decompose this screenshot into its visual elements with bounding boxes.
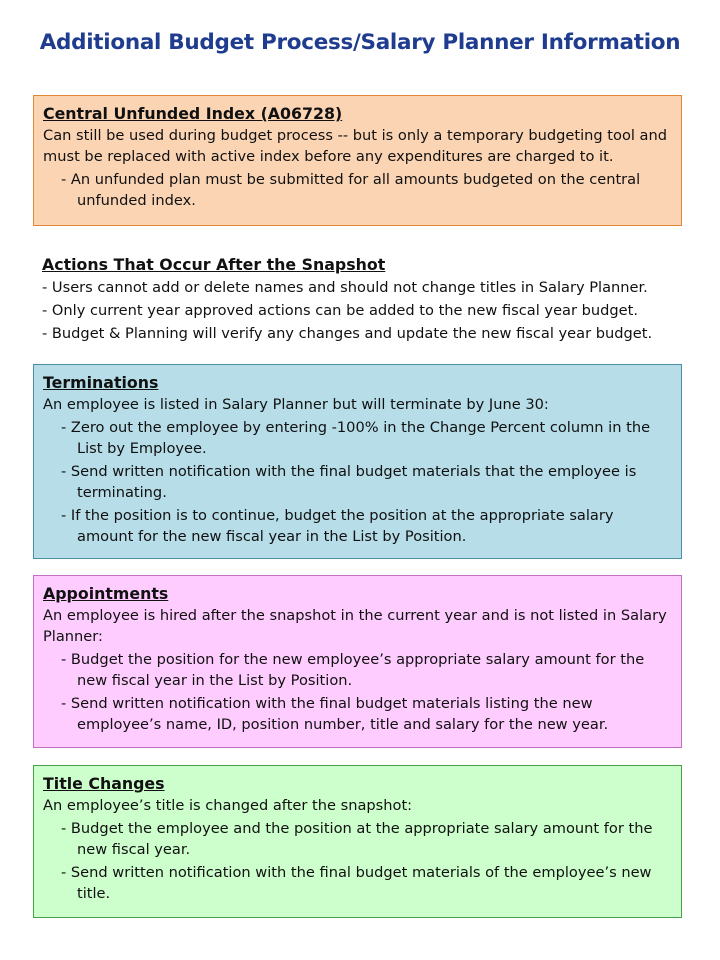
snapshot-action-item: - Only current year approved actions can be added to the new fiscal year budget. (42, 302, 639, 319)
terminations-bullet: - Zero out the employee by entering -100% in the Change Percent column in the List by Employee. (61, 419, 651, 457)
title-changes-intro: An employee’s title is changed after the snapshot: (43, 797, 413, 814)
title-changes-heading: Title Changes (43, 774, 165, 793)
unfunded-index-heading: Central Unfunded Index (A06728) (43, 104, 343, 123)
terminations-intro: An employee is listed in Salary Planner but will terminate by June 30: (43, 396, 549, 413)
appointments-intro: An employee is hired after the snapshot in the current year and is not listed in Salary Planner: (43, 607, 667, 645)
snapshot-actions-heading: Actions That Occur After the Snapshot (42, 255, 386, 274)
page-title: Additional Budget Process/Salary Planner Information (39, 30, 681, 55)
unfunded-index-intro: Can still be used during budget process -- but is only a temporary budgeting tool and must be replaced with active index before any expenditures are charged to it. (43, 127, 668, 165)
appointments-bullet: - Send written notification with the final budget materials listing the new employee’s name, ID, position number, title and salary for the new year. (61, 695, 609, 733)
title-changes-bullet: - Budget the employee and the position at the appropriate salary amount for the new fiscal year. (61, 820, 653, 858)
unfunded-index-panel (33, 95, 682, 226)
snapshot-action-item: - Users cannot add or delete names and should not change titles in Salary Planner. (42, 279, 648, 296)
terminations-bullet: - Send written notification with the final budget materials that the employee is terminating. (61, 463, 637, 501)
title-changes-bullet: - Send written notification with the final budget materials of the employee’s new title. (61, 864, 652, 902)
unfunded-index-bullet: - An unfunded plan must be submitted for all amounts budgeted on the central unfunded index. (61, 171, 641, 209)
terminations-panel (33, 364, 682, 559)
title-changes-panel (33, 765, 682, 918)
snapshot-actions-section (33, 253, 682, 345)
terminations-heading: Terminations (43, 373, 159, 392)
appointments-heading: Appointments (43, 584, 169, 603)
appointments-bullet: - Budget the position for the new employee’s appropriate salary amount for the new fiscal year in the List by Position. (61, 651, 645, 689)
appointments-panel (33, 575, 682, 748)
snapshot-action-item: - Budget & Planning will verify any changes and update the new fiscal year budget. (42, 325, 653, 342)
terminations-bullet: - If the position is to continue, budget the position at the appropriate salary amount for the new fiscal year in the List by Position. (61, 507, 614, 545)
